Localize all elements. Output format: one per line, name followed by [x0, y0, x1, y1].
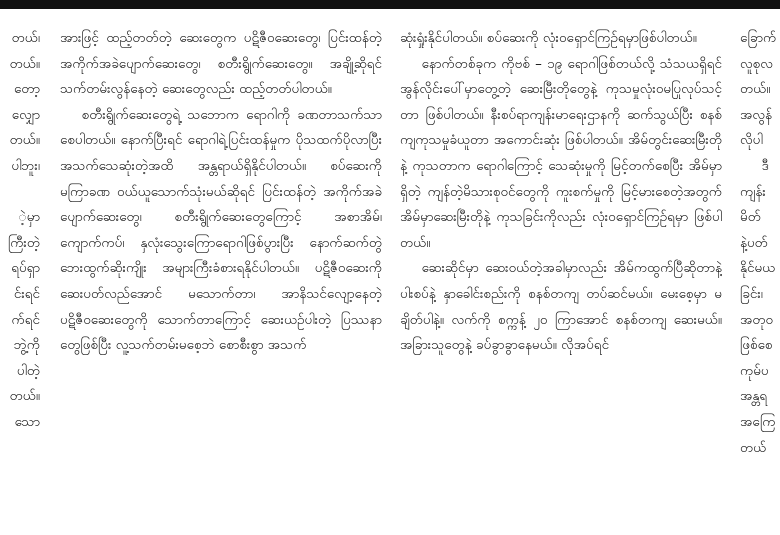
text-fragment: နဲ့ပတ် — [740, 234, 768, 251]
text-fragment: တော့ — [13, 81, 40, 98]
paragraph: အားဖြင့် ထည့်တတ်တဲ့ ဆေးတွေက ပဋိဇီဝဆေးတွေ၊ ပြင်းထန်တဲ့ အကိုက်အခဲပျောက်ဆေးတွေ၊ စတီးရွိုက်ဆေးတွေ။ အချို့ဆိုရင် သက်တမ်းလွန်နေတဲ့ ဆေးတွေလည်း ထည့်တတ်ပါတယ်။ — [60, 30, 382, 98]
text-fragment: အန္တရ — [740, 388, 768, 405]
column-right-partial — [740, 26, 780, 531]
text-fragment: ဲ့မှာ — [18, 209, 40, 226]
paragraph: စတီးရွိုက်ဆေးတွေရဲ့ သဘောက ရောဂါကို ခဏတာသက်သာစေပါတယ်။ နောက်ပြီးရင် ရောဂါရဲ့ပြင်းထန်မှုက ပိုသထက်ပိုလာပြီး အသက်သေဆုံးတဲ့အထိ အန္တရာယ်ရှိနိုင်ပါတယ်။ စပ်ဆေးကို မကြာခဏ ဝယ်ယူသောက်သုံးမယ်ဆိုရင် ပြင်းထန်တဲ့ အကိုက်အခဲပျောက်ဆေးတွေ၊ စတီးရွိုက်ဆေးတွေကြောင့် အစာအိမ်၊ ကျောက်ကပ်၊ နှလုံးသွေးကြောရောဂါဖြစ်ပွားပြီး နောက်ဆက်တွဲဘေးထွက်ဆိုးကျိုး အများကြီးခံစားရနိုင်ပါတယ်။ ပဋိဇီဝဆေးကို ဆေးပတ်လည်အောင် မသောက်တာ၊ အာနိသင်လျော့နေတဲ့ ပဋိဇီဝဆေးတွေကို သောက်တာကြောင့် ဆေးယဉ်ပါးတဲ့ ပြဿနာတွေဖြစ်ပြီး လူ့သက်တမ်းမစေ့ဘဲ စောစီးစွာ အသက် — [60, 106, 382, 354]
text-fragment: တယ် — [740, 439, 767, 456]
text-fragment: အတုဝ — [740, 311, 774, 328]
text-fragment: ကုမ်ပ — [740, 362, 769, 379]
column-left-partial — [0, 26, 40, 531]
paragraph: ဆေးဆိုင်မှာ ဆေးဝယ်တဲ့အခါမှာလည်း အိမ်ကထွက်ပြီဆိုတာနဲ့ ပါးစပ်နဲ့ နှာခေါင်းစည်းကို စနစ်တကျ တပ်ဆင်မယ်။ မေးစေ့မှာ မချိတ်ပါနဲ့။ လက်ကို စက္ကန့် ၂၀ ကြာအောင် စနစ်တကျ ဆေးမယ်။ အခြားသူတွေနဲ့ ခပ်ခွာခွာနေမယ်။ လိုအပ်ရင် — [400, 260, 722, 354]
text-fragment: အလွန် — [740, 106, 773, 123]
text-fragment: ဘွဲ့ကို — [13, 337, 40, 354]
text-fragment: ကျန်း — [740, 183, 766, 200]
text-fragment: ခြောက် — [740, 30, 777, 46]
text-fragment: ရပ်ရှာ — [11, 260, 40, 277]
text-fragment — [0, 180, 40, 206]
column-article-2 — [400, 26, 722, 531]
text-fragment: ပါတဲ့ — [16, 362, 40, 379]
text-fragment: ပါဘူး၊ — [11, 157, 40, 174]
top-rule — [0, 0, 780, 9]
text-fragment: ကြီးတဲ့ — [7, 234, 40, 251]
paragraph: ဆုံးရှုံးနိုင်ပါတယ်။ စပ်ဆေးကို လုံးဝရှောင်ကြဉ်ရမှာဖြစ်ပါတယ်။ — [400, 30, 697, 46]
text-fragment: ခြင်း၊ — [740, 285, 763, 302]
text-fragment: လိုပါ — [740, 132, 763, 149]
text-fragment: မိတ် — [740, 209, 761, 226]
text-fragment: တယ်။ — [9, 132, 40, 149]
text-fragment: လျှော — [11, 106, 40, 123]
text-fragment: တယ်။ — [9, 388, 40, 405]
column-article-1 — [60, 26, 382, 531]
text-fragment: တယ်။ — [9, 55, 40, 72]
text-fragment: လူစုလ — [740, 55, 773, 72]
text-fragment: တယ်၊ — [11, 30, 40, 46]
text-fragment: တယ်။ — [740, 81, 771, 98]
text-fragment: သော — [14, 413, 40, 430]
text-fragment: ဖြစ်စေ — [740, 337, 773, 354]
text-fragment: အကြေ — [740, 413, 776, 430]
paragraph: နောက်တစ်ခုက ကိုဗစ် – ၁၉ ရောဂါဖြစ်တယ်လို့ သံသယရှိရင် အွန်လိုင်းပေါ်မှာတွေ့တဲ့ ဆေးမြီးတိုတွေနဲ့ ကုသမှုလုံးဝမပြုလုပ်သင့်တာ ဖြစ်ပါတယ်။ နီးစပ်ရာကျန်းမာရေးဌာနကို ဆက်သွယ်ပြီး စနစ်ကျကုသမှုခံယူတာ အကောင်းဆုံး ဖြစ်ပါတယ်။ အိမ်တွင်းဆေးမြီးတိုနဲ့ ကုသတာက ရောဂါကြောင့် သေဆုံးမှုကို မြင့်တက်စေပြီး အိမ်မှာရှိတဲ့ ကျန်တဲ့မိသားစုဝင်တွေကို ကူးစက်မှုကို မြင့်မားစေတဲ့အတွက် အိမ်မှာဆေးမြီးတိုနဲ့ ကုသခြင်းကိုလည်း လုံးဝရှောင်ကြဉ်ရမှာ ဖြစ်ပါတယ်။ — [400, 55, 722, 251]
text-fragment: င်းရင် — [13, 285, 40, 302]
text-fragment: နိုင်မယ — [740, 260, 776, 277]
text-fragment: ဒီ — [761, 157, 769, 174]
text-fragment: က်ရင် — [11, 311, 40, 328]
